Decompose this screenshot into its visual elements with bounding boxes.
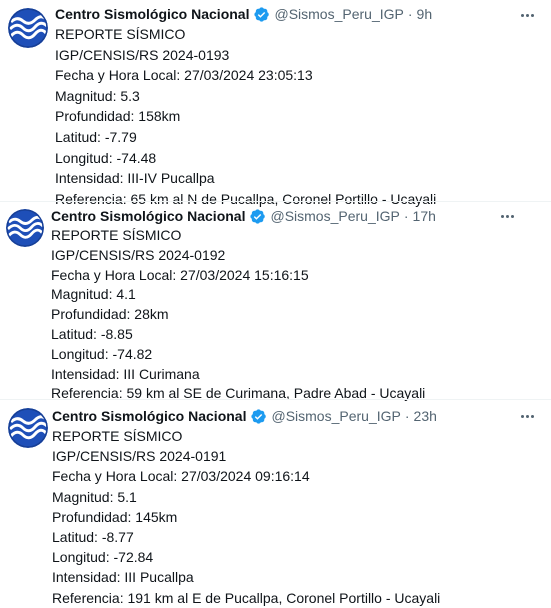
- tweet-line: REPORTE SÍSMICO: [51, 227, 182, 243]
- tweet-card[interactable]: [0, 201, 551, 402]
- tweet-timestamp[interactable]: 17h: [412, 208, 436, 224]
- author-handle[interactable]: @Sismos_Peru_IGP: [271, 408, 401, 424]
- tweet-content: [51, 206, 541, 404]
- tweet-line: Intensidad: III Curimana: [51, 365, 200, 382]
- header-separator: ·: [403, 208, 409, 224]
- tweet-line: Fecha y Hora Local: 27/03/2024 15:16:15: [51, 266, 309, 283]
- tweet-line: Latitud: -8.85: [51, 325, 133, 342]
- tweet-line: Referencia: 65 km al N de Pucallpa, Coronel Portillo - Ucayali: [55, 190, 437, 207]
- verified-badge-icon[interactable]: [250, 408, 267, 425]
- tweet-line: Intensidad: III-IV Pucallpa: [55, 170, 215, 187]
- tweet-content: [55, 4, 541, 209]
- tweet-text: [52, 426, 541, 608]
- avatar[interactable]: [8, 8, 48, 48]
- tweet-line: Fecha y Hora Local: 27/03/2024 23:05:13: [55, 67, 313, 84]
- tweet-line: Profundidad: 158km: [55, 108, 181, 125]
- verified-badge-icon[interactable]: [253, 6, 270, 23]
- verified-badge-icon[interactable]: [249, 208, 266, 225]
- tweet-line: Fecha y Hora Local: 27/03/2024 09:16:14: [52, 468, 310, 485]
- tweet-line: REPORTE SÍSMICO: [52, 428, 183, 444]
- more-options-icon[interactable]: [497, 207, 517, 225]
- tweet-line: Latitud: -8.77: [52, 529, 134, 546]
- tweet-line: IGP/CENSIS/RS 2024-0193: [55, 46, 230, 63]
- tweet-text: [51, 226, 541, 404]
- tweet-timestamp[interactable]: 9h: [416, 6, 433, 22]
- tweet-line: Magnitud: 5.1: [52, 488, 137, 505]
- header-separator: ·: [404, 408, 410, 424]
- tweet-header: [52, 406, 541, 426]
- avatar[interactable]: [6, 209, 44, 247]
- more-options-icon[interactable]: [517, 6, 537, 24]
- header-separator: ·: [407, 6, 413, 22]
- tweet-timestamp[interactable]: 23h: [413, 408, 437, 424]
- tweet-line: Magnitud: 5.3: [55, 87, 140, 104]
- author-name[interactable]: Centro Sismológico Nacional: [51, 208, 246, 224]
- author-handle[interactable]: @Sismos_Peru_IGP: [274, 6, 404, 22]
- tweet-line: Longitud: -74.48: [55, 149, 157, 166]
- tweet-card[interactable]: [0, 399, 551, 606]
- tweet-line: Longitud: -74.82: [51, 345, 153, 362]
- tweet-text: [55, 24, 541, 209]
- tweet-line: Profundidad: 145km: [52, 508, 178, 525]
- author-handle[interactable]: @Sismos_Peru_IGP: [270, 208, 400, 224]
- tweet-line: Referencia: 191 km al E de Pucallpa, Coronel Portillo - Ucayali: [52, 589, 441, 606]
- tweet-line: Referencia: 59 km al SE de Curimana, Padre Abad - Ucayali: [51, 385, 426, 402]
- tweet-line: Profundidad: 28km: [51, 306, 169, 323]
- seismic-logo-avatar-icon: [6, 209, 44, 247]
- more-options-icon[interactable]: [517, 407, 537, 425]
- tweet-line: Magnitud: 4.1: [51, 286, 136, 303]
- tweet-header: [55, 4, 541, 24]
- tweet-header: [51, 206, 541, 226]
- avatar[interactable]: [8, 408, 48, 448]
- tweet-content: [52, 406, 541, 608]
- tweet-card[interactable]: [0, 0, 551, 207]
- author-name[interactable]: Centro Sismológico Nacional: [55, 6, 250, 22]
- seismic-logo-avatar-icon: [8, 8, 48, 48]
- tweet-line: Intensidad: III Pucallpa: [52, 569, 194, 586]
- tweet-line: IGP/CENSIS/RS 2024-0192: [51, 246, 226, 263]
- seismic-logo-avatar-icon: [8, 408, 48, 448]
- tweet-line: IGP/CENSIS/RS 2024-0191: [52, 448, 227, 465]
- author-name[interactable]: Centro Sismológico Nacional: [52, 408, 247, 424]
- tweet-line: Longitud: -72.84: [52, 549, 154, 566]
- tweet-line: REPORTE SÍSMICO: [55, 26, 186, 42]
- tweet-line: Latitud: -7.79: [55, 128, 137, 145]
